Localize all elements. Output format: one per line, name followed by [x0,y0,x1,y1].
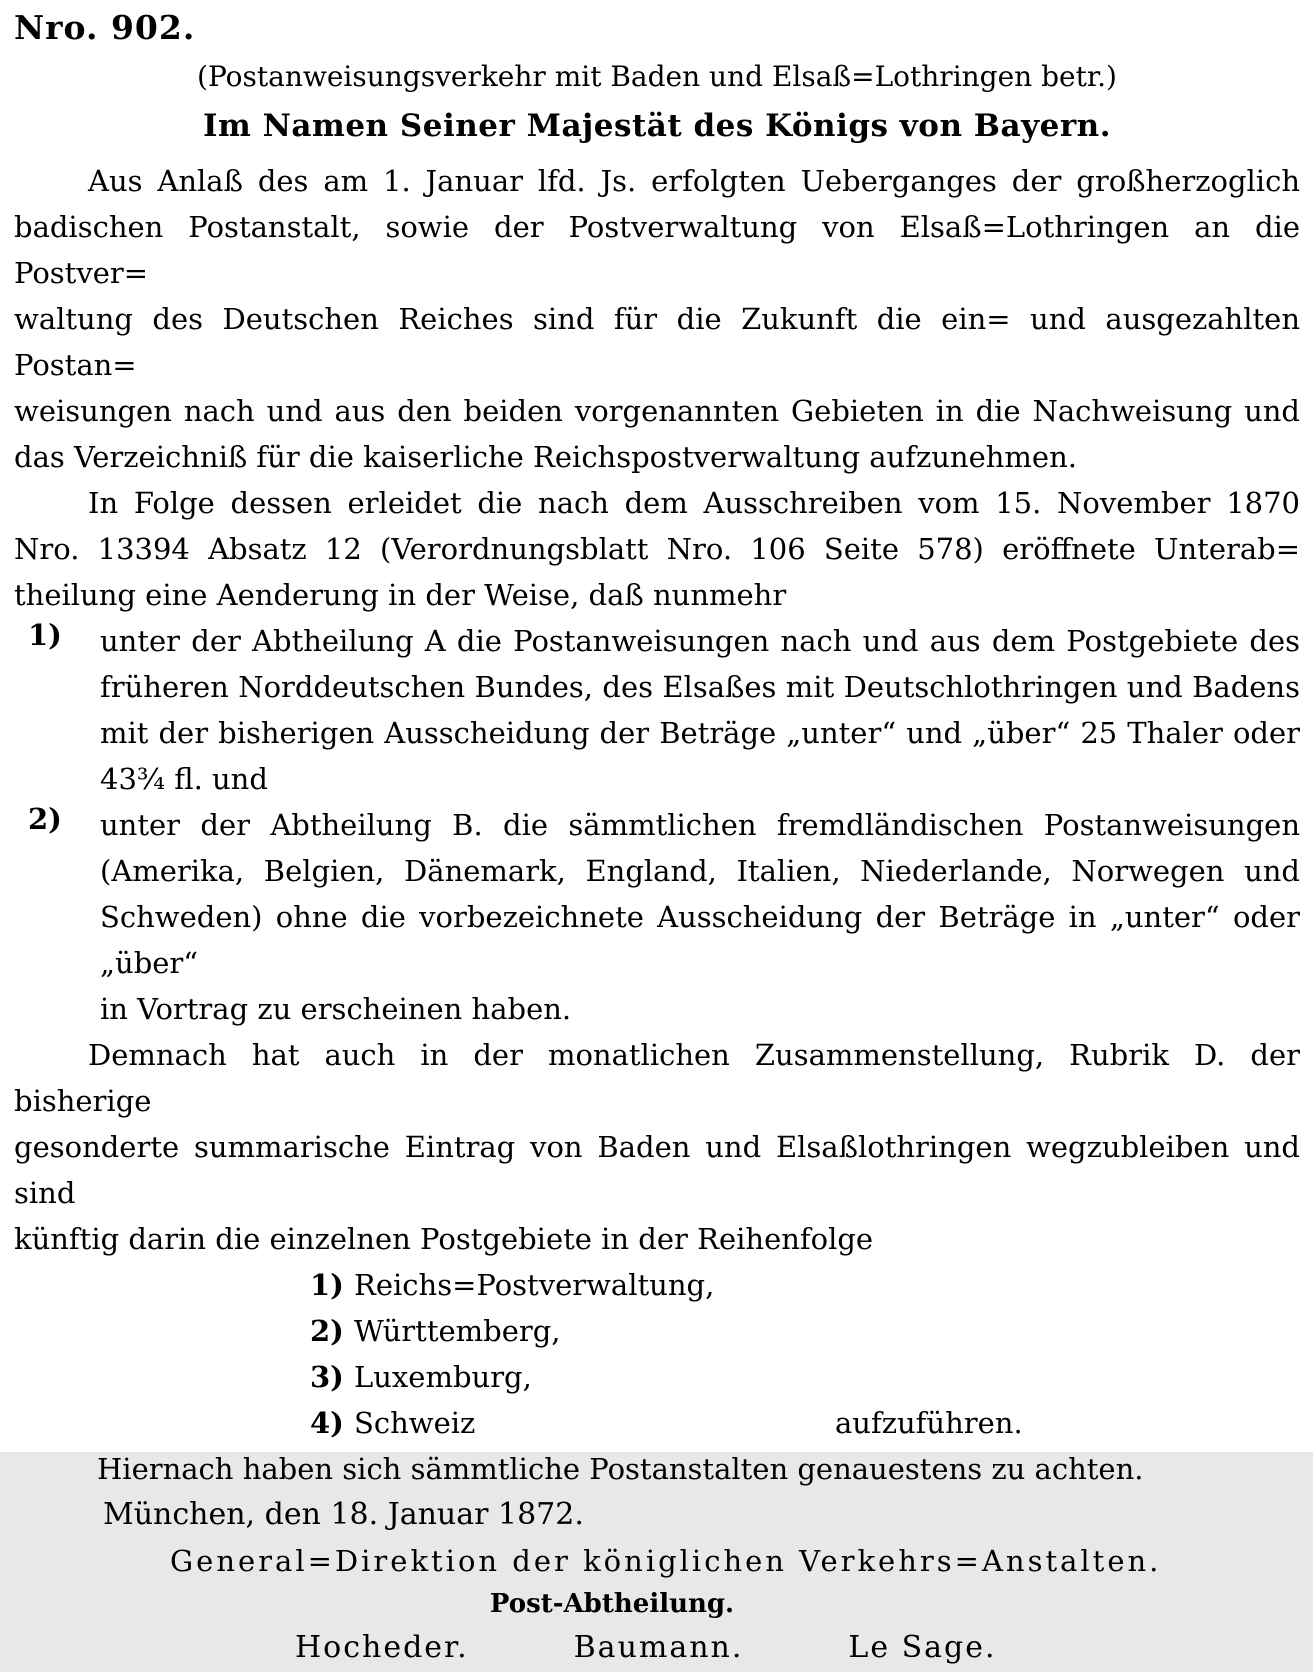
compliance-line: Hiernach haben sich sämmtliche Postanstalten genauestens zu achten. [97,1452,1144,1486]
paragraph-line: Nro. 13394 Absatz 12 (Verordnungsblatt Nro. 106 Seite 578) eröffnete Unterab= [14,532,1300,566]
doc-number: Nro. 902. [14,8,196,47]
item-marker: 4) [310,1406,344,1440]
paragraph-line: früheren Norddeutschen Bundes, des Elsaßes mit Deutschlothringen und Badens [100,670,1300,704]
department-label: Post-Abtheilung. [489,1589,735,1619]
paragraph-line: weisungen nach und aus den beiden vorgenannten Gebieten in die Nachweisung und [14,394,1300,428]
paragraph-line: badischen Postanstalt, sowie der Postverwaltung von Elsaß=Lothringen an die Postver= [14,210,1300,290]
paragraph-line: künftig darin die einzelnen Postgebiete in der Reihenfolge [14,1222,874,1256]
paragraph-1 [14,158,1300,480]
signature-row [14,1624,1300,1672]
list-suffix: aufzuführen. [835,1406,1023,1440]
paragraph-line: mit der bisherigen Ausscheidung der Beträge „unter“ und „über“ 25 Thaler oder [100,716,1300,750]
numbered-item-1 [14,618,1300,802]
item-marker: 1) [28,618,62,652]
list-item [14,1400,1300,1446]
paragraph-line: In Folge dessen erleidet die nach dem Ausschreiben vom 15. November 1870 [88,486,1300,520]
item-marker: 3) [310,1360,344,1394]
item-label: Schweiz [354,1406,476,1440]
postgebiete-list [14,1262,1300,1446]
item-label: Luxemburg, [354,1360,532,1394]
authority-line: General=Direktion der königlichen Verkehrs=Anstalten. [170,1544,1162,1578]
paragraph-line: theilung eine Aenderung in der Weise, daß nunmehr [14,578,787,612]
item-marker: 2) [310,1314,344,1348]
paragraph-line: das Verzeichniß für die kaiserliche Reichspostverwaltung aufzunehmen. [14,440,1077,474]
paragraph-line: waltung des Deutschen Reiches sind für die Zukunft die ein= und ausgezahlten Postan= [14,302,1300,382]
paragraph-line: in Vortrag zu erscheinen haben. [100,992,572,1026]
paragraph-line: unter der Abtheilung B. die sämmtlichen fremdländischen Postanweisungen [100,808,1300,842]
signature-baumann: Baumann. [573,1630,744,1665]
dateline: München, den 18. Januar 1872. [103,1497,584,1532]
paragraph-line: Demnach hat auch in der monatlichen Zusammenstellung, Rubrik D. der bisherige [14,1038,1300,1118]
paragraph-3 [14,1032,1300,1262]
item-label: Reichs=Postverwaltung, [354,1268,715,1302]
signature-hocheder: Hocheder. [295,1630,469,1665]
signature-lesage: Le Sage. [848,1630,997,1665]
paragraph-line: 43¾ fl. und [100,762,268,796]
paragraph-2 [14,480,1300,618]
item-marker: 2) [28,802,62,836]
document-body [14,158,1300,1672]
numbered-item-2 [14,802,1300,1032]
paragraph-line: unter der Abtheilung A die Postanweisungen nach und aus dem Postgebiete des [100,624,1300,658]
paragraph-line: Schweden) ohne die vorbezeichnete Ausscheidung der Beträge in „unter“ oder „über“ [100,900,1300,980]
subject-line: (Postanweisungsverkehr mit Baden und Elsaß=Lothringen betr.) [197,60,1117,93]
list-item [14,1308,1300,1354]
list-item [14,1262,1300,1308]
paragraph-line: (Amerika, Belgien, Dänemark, England, Italien, Niederlande, Norwegen und [100,854,1300,888]
item-label: Württemberg, [354,1314,561,1348]
item-marker: 1) [310,1268,344,1302]
paragraph-line: Aus Anlaß des am 1. Januar lfd. Js. erfolgten Ueberganges der großherzoglich [88,164,1300,198]
list-item [14,1354,1300,1400]
royal-heading: Im Namen Seiner Majestät des Königs von Bayern. [203,108,1111,144]
paragraph-line: gesonderte summarische Eintrag von Baden und Elsaßlothringen wegzubleiben und sind [14,1130,1300,1210]
